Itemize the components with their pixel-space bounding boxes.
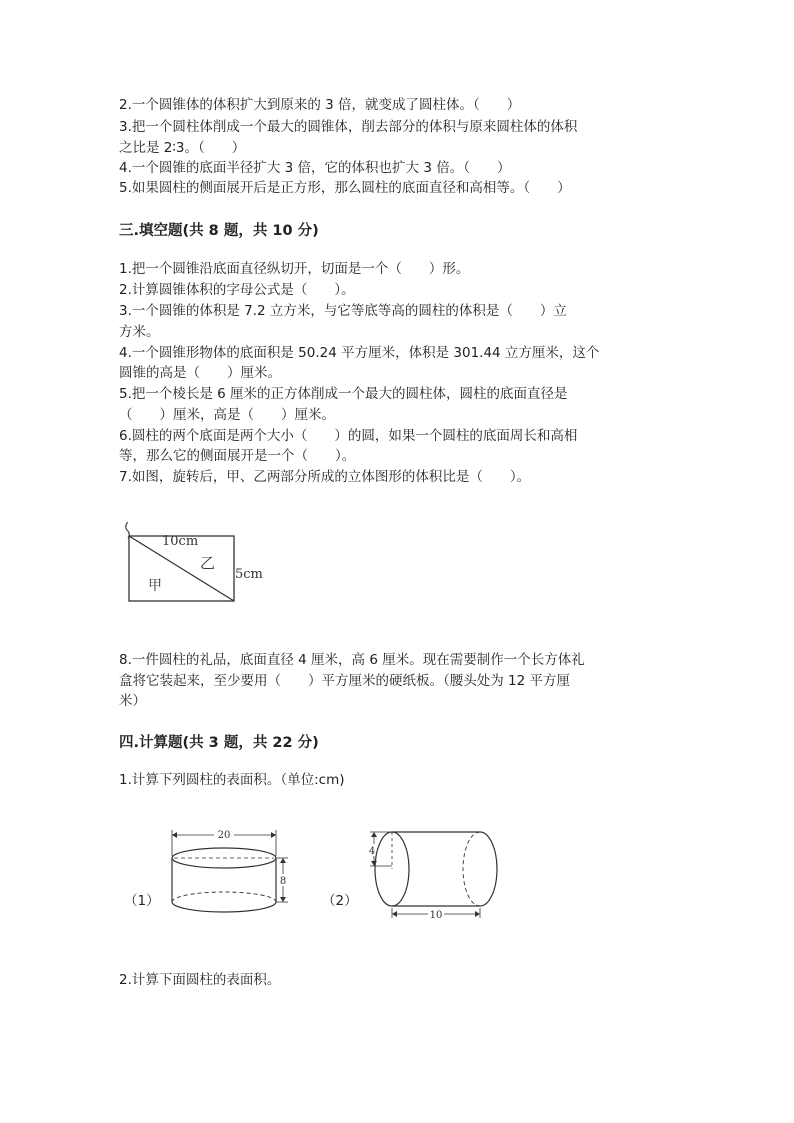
fill-q8-line1: 8.一件圆柱的礼品，底面直径 4 厘米，高 6 厘米。现在需要制作一个长方体礼 bbox=[119, 652, 585, 668]
judge-q4: 4.一个圆锥的底面半径扩大 3 倍，它的体积也扩大 3 倍。（ ） bbox=[119, 160, 511, 176]
section3-title: 三.填空题(共 8 题，共 10 分) bbox=[119, 223, 319, 239]
judge-q3-line2: 之比是 2∶3。（ ） bbox=[119, 140, 246, 156]
horizontal-cylinder-figure bbox=[362, 826, 504, 924]
calc-q2: 2.计算下面圆柱的表面积。 bbox=[119, 972, 281, 988]
fill-q4-line2: 圆锥的高是（ ）厘米。 bbox=[119, 365, 281, 381]
cylinder-right-face bbox=[480, 832, 497, 906]
height-label: 5cm bbox=[235, 567, 263, 582]
fill-q8-line3: 米） bbox=[119, 693, 146, 709]
section4-title: 四.计算题(共 3 题，共 22 分) bbox=[119, 735, 319, 751]
fill-q7: 7.如图，旋转后，甲、乙两部分所成的立体图形的体积比是（ ）。 bbox=[119, 469, 531, 485]
figure2-label: （2） bbox=[322, 893, 358, 909]
fill-q4-line1: 4.一个圆锥形物体的底面积是 50.24 平方厘米，体积是 301.44 立方厘米，这个 bbox=[119, 345, 600, 361]
calc-q1: 1.计算下列圆柱的表面积。（单位:cm) bbox=[119, 772, 345, 788]
judge-q2: 2.一个圆锥体的体积扩大到原来的 3 倍，就变成了圆柱体。（ ） bbox=[119, 97, 521, 113]
fill-q6-line1: 6.圆柱的两个底面是两个大小（ ）的圆，如果一个圆柱的底面周长和高相 bbox=[119, 428, 578, 444]
fill-q2: 2.计算圆锥体积的字母公式是（ ）。 bbox=[119, 282, 355, 298]
radius-label: 4 bbox=[368, 846, 376, 857]
upright-cylinder-figure bbox=[162, 826, 302, 918]
part-jia-label: 甲 bbox=[148, 578, 162, 594]
length-label: 10 bbox=[429, 910, 443, 921]
rectangle-rotation-figure bbox=[118, 518, 288, 608]
cylinder-bottom bbox=[172, 902, 276, 912]
fill-q1: 1.把一个圆锥沿底面直径纵切开，切面是一个（ ）形。 bbox=[119, 261, 470, 277]
fill-q8-line2: 盒将它装起来，至少要用（ ）平方厘米的硬纸板。（腰头处为 12 平方厘 bbox=[119, 673, 571, 689]
fill-q5-line1: 5.把一个棱长是 6 厘米的正方体削成一个最大的圆柱体，圆柱的底面直径是 bbox=[119, 386, 568, 402]
width-label: 10cm bbox=[162, 534, 199, 549]
height-label: 8 bbox=[279, 876, 287, 887]
diameter-label: 20 bbox=[217, 830, 231, 841]
fill-q3-line1: 3.一个圆锥的体积是 7.2 立方米，与它等底等高的圆柱的体积是（ ）立 bbox=[119, 303, 567, 319]
judge-q3-line1: 3.把一个圆柱体削成一个最大的圆锥体，削去部分的体积与原来圆柱体的体积 bbox=[119, 119, 578, 135]
part-yi-label: 乙 bbox=[200, 554, 216, 572]
judge-q5: 5.如果圆柱的侧面展开后是正方形，那么圆柱的底面直径和高相等。（ ） bbox=[119, 180, 571, 196]
fill-q6-line2: 等，那么它的侧面展开是一个（ ）。 bbox=[119, 448, 356, 464]
figure1-label: （1） bbox=[124, 893, 160, 909]
fill-q5-line2: （ ）厘米，高是（ ）厘米。 bbox=[119, 407, 335, 423]
fill-q3-line2: 方米。 bbox=[119, 324, 160, 340]
